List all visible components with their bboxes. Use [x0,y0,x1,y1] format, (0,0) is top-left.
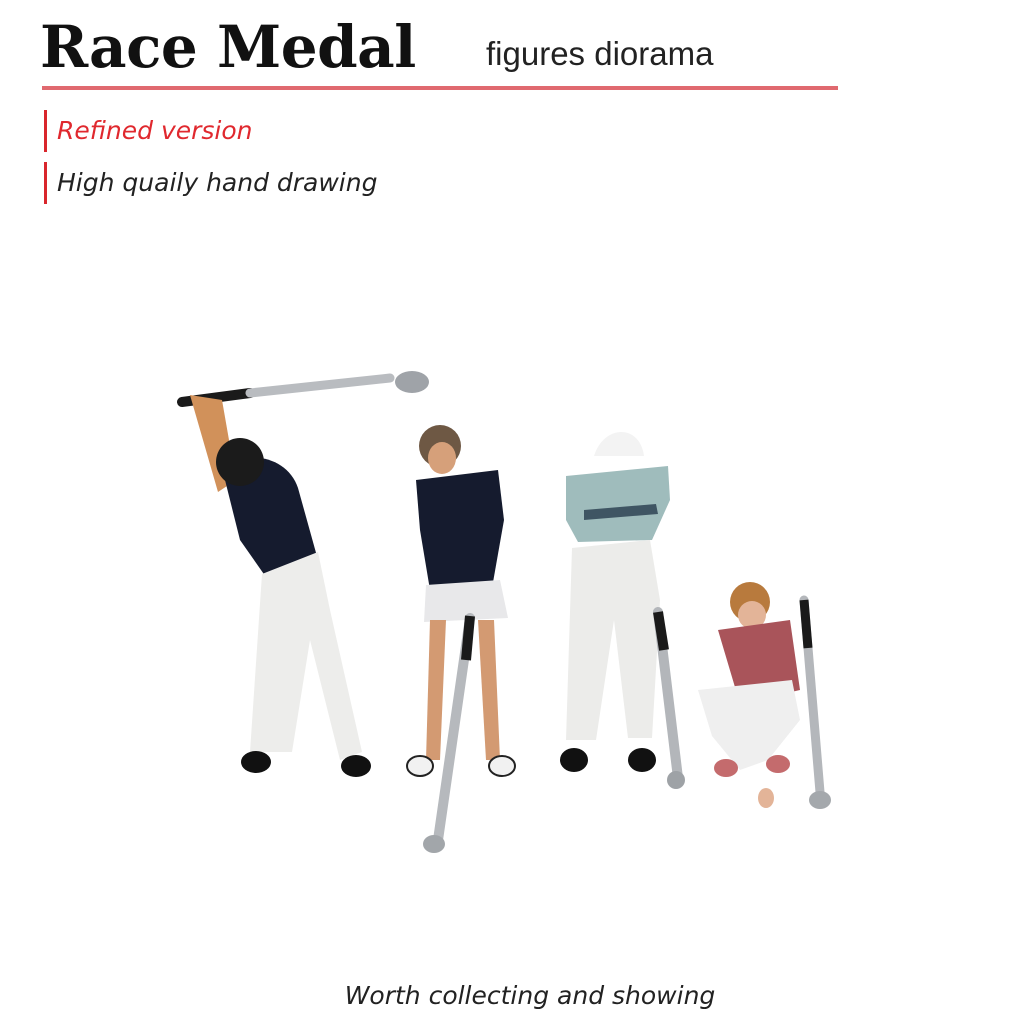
golfer-cap-figure [560,432,685,789]
golfer-woman-figure [407,425,515,853]
page-subtitle: figures diorama [486,35,714,72]
header-divider [42,86,838,90]
golfer-backswing-figure [182,371,429,777]
golfer-figures-photo [170,360,850,860]
page-title: Race Medal [40,13,416,81]
golfer-crouching-figure [698,582,831,809]
feature-hand-drawing: High quaily hand drawing [44,162,377,204]
feature-refined-version: Refined version [44,110,253,152]
footer-caption: Worth collecting and showing [344,981,716,1010]
